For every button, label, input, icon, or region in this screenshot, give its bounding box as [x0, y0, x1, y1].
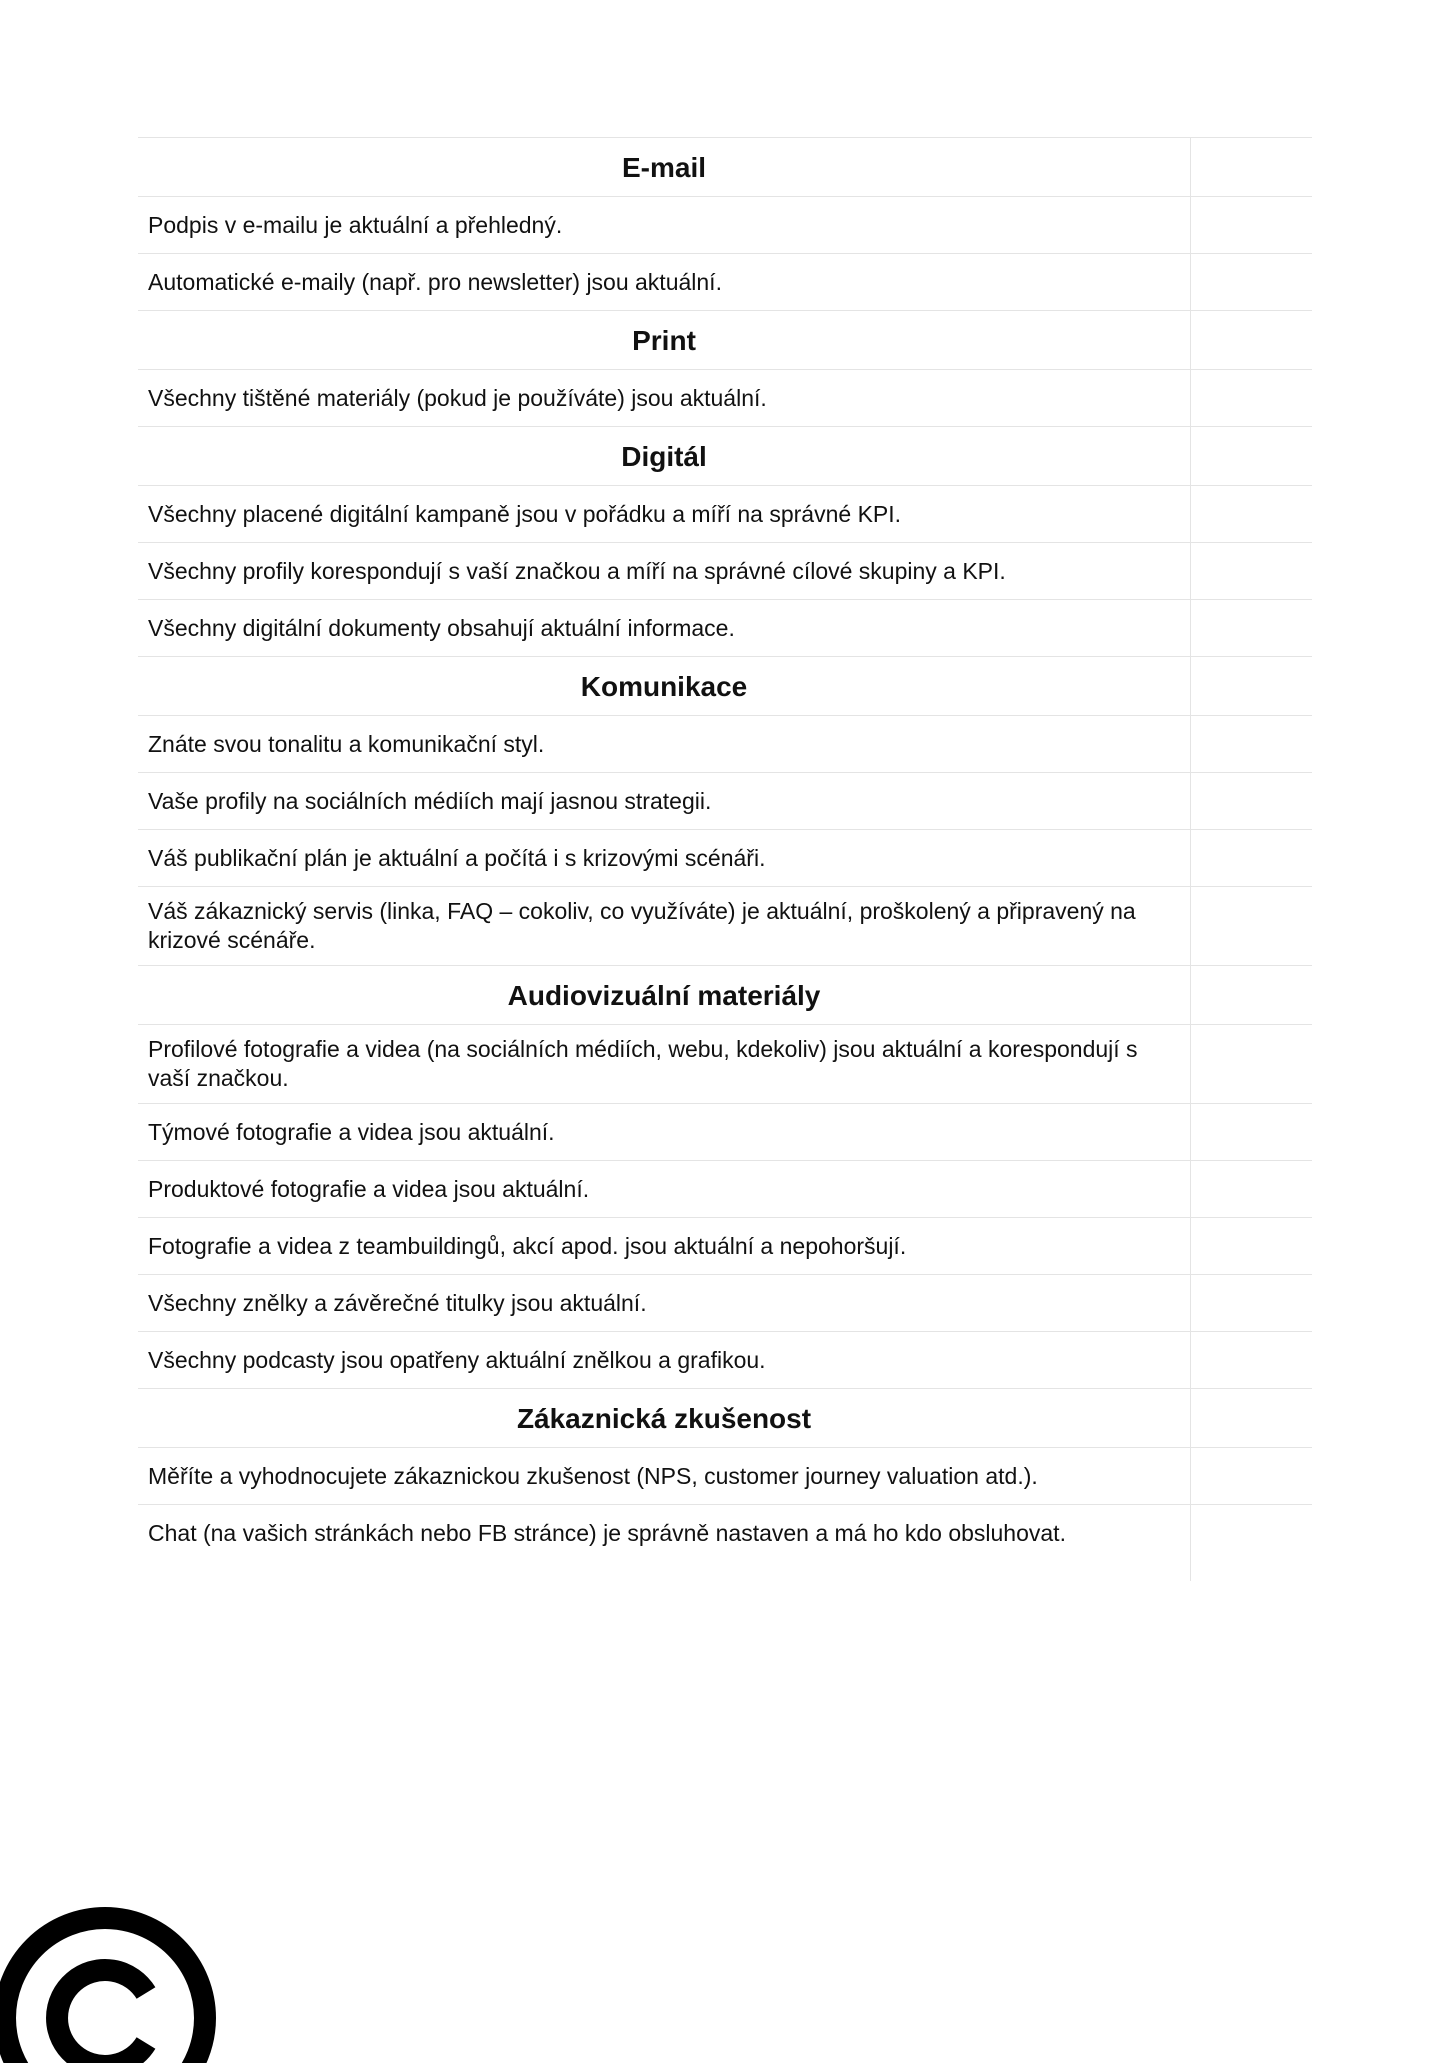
checklist-item-text: Týmové fotografie a videa jsou aktuální.: [138, 1104, 1191, 1161]
checklist-item-row: [138, 254, 1312, 311]
checklist-checkbox-cell[interactable]: [1191, 543, 1313, 600]
checklist-checkbox-cell[interactable]: [1191, 1025, 1313, 1104]
section-header-row: [138, 427, 1312, 486]
checklist-checkbox-cell[interactable]: [1191, 830, 1313, 887]
checklist-checkbox-cell[interactable]: [1191, 1104, 1313, 1161]
checklist-item-row: [138, 887, 1312, 966]
checklist-checkbox-cell[interactable]: [1191, 887, 1313, 966]
section-title: Komunikace: [138, 657, 1191, 716]
section-check-cell: [1191, 657, 1313, 716]
section-check-cell: [1191, 138, 1313, 197]
checklist-item-row: [138, 1104, 1312, 1161]
section-header-row: [138, 966, 1312, 1025]
checklist-item-text: Váš zákaznický servis (linka, FAQ – cokoliv, co využíváte) je aktuální, proškolený a připravený na krizové scénáře.: [138, 887, 1191, 966]
checklist-item-row: [138, 543, 1312, 600]
checklist-checkbox-cell[interactable]: [1191, 1218, 1313, 1275]
checklist-item-row: [138, 830, 1312, 887]
section-check-cell: [1191, 966, 1313, 1025]
checklist-item-text: Váš publikační plán je aktuální a počítá i s krizovými scénáři.: [138, 830, 1191, 887]
checklist-checkbox-cell[interactable]: [1191, 370, 1313, 427]
section-check-cell: [1191, 1389, 1313, 1448]
checklist-item-row: [138, 600, 1312, 657]
section-title: Zákaznická zkušenost: [138, 1389, 1191, 1448]
section-title: E-mail: [138, 138, 1191, 197]
checklist-body: [138, 138, 1312, 1582]
checklist-item-text: Všechny tištěné materiály (pokud je používáte) jsou aktuální.: [138, 370, 1191, 427]
checklist-item-row: [138, 1161, 1312, 1218]
section-header-row: [138, 1389, 1312, 1448]
section-header-row: [138, 311, 1312, 370]
checklist-item-row: [138, 197, 1312, 254]
checklist-item-text: Všechny podcasty jsou opatřeny aktuální znělkou a grafikou.: [138, 1332, 1191, 1389]
section-header-row: [138, 138, 1312, 197]
checklist-checkbox-cell[interactable]: [1191, 600, 1313, 657]
section-check-cell: [1191, 311, 1313, 370]
checklist-item-row: [138, 773, 1312, 830]
checklist-checkbox-cell[interactable]: [1191, 773, 1313, 830]
checklist-item-text: Fotografie a videa z teambuildingů, akcí apod. jsou aktuální a nepohoršují.: [138, 1218, 1191, 1275]
checklist-item-text: Chat (na vašich stránkách nebo FB stránce) je správně nastaven a má ho kdo obsluhovat.: [138, 1505, 1191, 1582]
checklist-checkbox-cell[interactable]: [1191, 1448, 1313, 1505]
checklist-checkbox-cell[interactable]: [1191, 1505, 1313, 1582]
checklist-item-row: [138, 716, 1312, 773]
checklist-checkbox-cell[interactable]: [1191, 197, 1313, 254]
checklist-checkbox-cell[interactable]: [1191, 1332, 1313, 1389]
section-title: Print: [138, 311, 1191, 370]
checklist-item-text: Všechny placené digitální kampaně jsou v pořádku a míří na správné KPI.: [138, 486, 1191, 543]
checklist-checkbox-cell[interactable]: [1191, 486, 1313, 543]
checklist-item-row: [138, 1332, 1312, 1389]
checklist-item-row: [138, 1218, 1312, 1275]
checklist-checkbox-cell[interactable]: [1191, 716, 1313, 773]
checklist-item-text: Podpis v e-mailu je aktuální a přehledný.: [138, 197, 1191, 254]
checklist-item-row: [138, 1275, 1312, 1332]
checklist-item-row: [138, 486, 1312, 543]
checklist-item-text: Vaše profily na sociálních médiích mají jasnou strategii.: [138, 773, 1191, 830]
section-check-cell: [1191, 427, 1313, 486]
checklist-item-text: Měříte a vyhodnocujete zákaznickou zkušenost (NPS, customer journey valuation atd.).: [138, 1448, 1191, 1505]
checklist-checkbox-cell[interactable]: [1191, 254, 1313, 311]
checklist-checkbox-cell[interactable]: [1191, 1275, 1313, 1332]
checklist-item-text: Všechny znělky a závěrečné titulky jsou aktuální.: [138, 1275, 1191, 1332]
section-title: Digitál: [138, 427, 1191, 486]
section-title: Audiovizuální materiály: [138, 966, 1191, 1025]
checklist-item-row: [138, 1505, 1312, 1582]
checklist-table: [138, 137, 1312, 1581]
checklist-item-text: Produktové fotografie a videa jsou aktuální.: [138, 1161, 1191, 1218]
copyright-logo-icon: [0, 1893, 230, 2063]
checklist-item-row: [138, 1448, 1312, 1505]
checklist-item-row: [138, 370, 1312, 427]
section-header-row: [138, 657, 1312, 716]
checklist-item-text: Automatické e-maily (např. pro newsletter) jsou aktuální.: [138, 254, 1191, 311]
checklist-item-text: Všechny digitální dokumenty obsahují aktuální informace.: [138, 600, 1191, 657]
checklist-checkbox-cell[interactable]: [1191, 1161, 1313, 1218]
checklist-item-text: Všechny profily korespondují s vaší značkou a míří na správné cílové skupiny a KPI.: [138, 543, 1191, 600]
checklist-item-text: Znáte svou tonalitu a komunikační styl.: [138, 716, 1191, 773]
checklist-item-text: Profilové fotografie a videa (na sociálních médiích, webu, kdekoliv) jsou aktuální a korespondují s vaší značkou.: [138, 1025, 1191, 1104]
checklist-item-row: [138, 1025, 1312, 1104]
